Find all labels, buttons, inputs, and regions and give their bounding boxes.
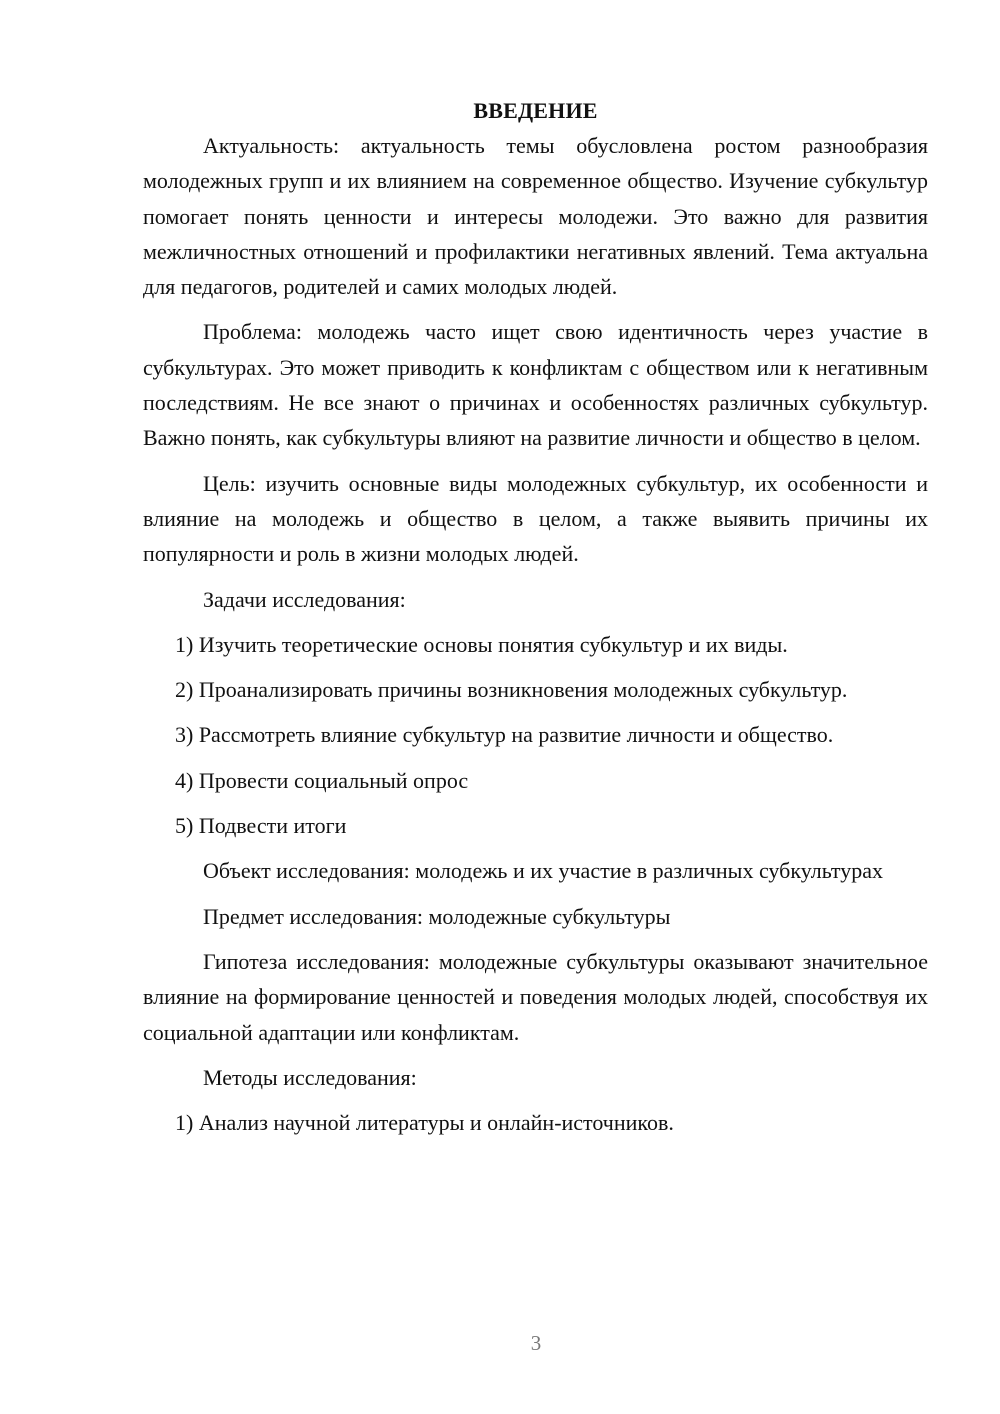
page-number: 3	[530, 1331, 542, 1355]
task-item-4: 4) Провести социальный опрос	[175, 767, 469, 793]
task-item-5: 5) Подвести итоги	[175, 813, 347, 839]
paragraph-subject: Предмет исследования: молодежные субкультуры	[203, 903, 671, 929]
paragraph-object: Объект исследования: молодежь и их участие в различных субкультурах	[203, 858, 884, 884]
paragraph-methods-heading: Методы исследования:	[203, 1064, 417, 1090]
section-title: ВВЕДЕНИЕ	[473, 98, 598, 123]
paragraph-problem: Проблема: молодежь часто ищет свою идентичность через участие в субкультурах. Это может приводить к конфликтам с обществом или к негативным последствиям. Не все знают о причинах и особенностях различных субкультур. Важно понять, как субкультуры влияют на развитие личности и общество в целом.	[143, 319, 928, 451]
paragraph-hypothesis: Гипотеза исследования: молодежные субкультуры оказывают значительное влияние на формирование ценностей и поведения молодых людей, способствуя их социальной адаптации или конфликтам.	[143, 948, 928, 1045]
task-item-1: 1) Изучить теоретические основы понятия субкультур и их виды.	[175, 631, 788, 657]
task-item-3: 3) Рассмотреть влияние субкультур на развитие личности и общество.	[175, 722, 834, 748]
method-item-1: 1) Анализ научной литературы и онлайн-источников.	[175, 1110, 674, 1136]
task-item-2: 2) Проанализировать причины возникновения молодежных субкультур.	[175, 677, 848, 703]
document-page	[143, 93, 928, 1140]
paragraph-tasks-heading: Задачи исследования:	[203, 586, 406, 612]
paragraph-goal: Цель: изучить основные виды молодежных субкультур, их особенности и влияние на молодежь и общество в целом, а также выявить причины их популярности и роль в жизни молодых людей.	[143, 470, 928, 567]
paragraph-relevance: Актуальность: актуальность темы обусловлена ростом разнообразия молодежных групп и их влиянием на современное общество. Изучение субкультур помогает понять ценности и интересы молодежи. Это важно для развития межличностных отношений и профилактики негативных явлений. Тема актуальна для педагогов, родителей и самих молодых людей.	[143, 133, 928, 300]
